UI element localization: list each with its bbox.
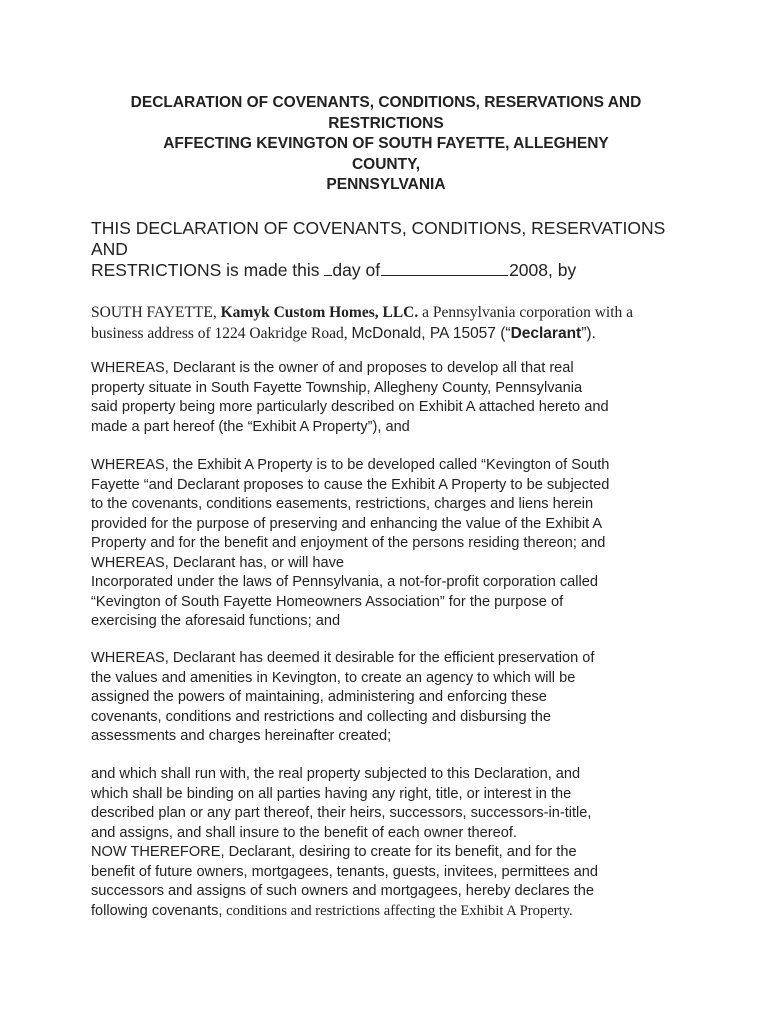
party-line: [91, 302, 691, 323]
para-line: covenants, conditions and restrictions and collecting and disbursing the: [91, 708, 551, 725]
para-line: the values and amenities in Kevington, to create an agency to which will be: [91, 669, 576, 686]
title-line: AFFECTING KEVINGTON OF SOUTH FAYETTE, ALLEGHENY: [163, 135, 609, 152]
whereas-paragraph-1: [91, 359, 691, 437]
whereas-paragraph-3: [91, 649, 691, 747]
para-text: conditions and restrictions affecting the Exhibit A Property.: [222, 902, 573, 919]
para-line: assessments and charges hereinafter created;: [91, 728, 392, 744]
party-line: [91, 323, 691, 344]
para-line: exercising the aforesaid functions; and: [91, 613, 341, 629]
para-line: assigned the powers of maintaining, administering and enforcing these: [91, 689, 547, 705]
para-line: described plan or any part thereof, their heirs, successors, successors-in-title,: [91, 805, 592, 821]
intro-paragraph: [91, 218, 691, 281]
party-text: business address of 1224 Oakridge Road,: [91, 325, 352, 342]
party-paragraph: [91, 302, 691, 344]
para-line: Fayette “and Declarant proposes to cause the Exhibit A Property to be subjected: [91, 476, 610, 493]
company-name: Kamyk Custom Homes, LLC.: [220, 304, 419, 321]
para-line: WHEREAS, the Exhibit A Property is to be developed called “Kevington of South: [91, 457, 610, 473]
para-line: WHEREAS, Declarant has deemed it desirable for the efficient preservation of: [91, 650, 595, 666]
month-blank[interactable]: [381, 261, 508, 276]
party-city: McDonald, PA 15057 (“: [351, 325, 511, 342]
whereas-paragraph-2: [91, 456, 691, 632]
para-line: WHEREAS, Declarant has, or will have: [91, 554, 345, 571]
intro-line: AND: [91, 239, 128, 259]
para-line: and assigns, and shall insure to the benefit of each owner thereof.: [91, 824, 517, 841]
party-text: ”).: [581, 325, 596, 342]
party-prefix: SOUTH FAYETTE,: [91, 304, 221, 321]
para-text: following covenants,: [91, 902, 223, 919]
para-line: and which shall run with, the real property subjected to this Declaration, and: [91, 766, 581, 782]
para-line: provided for the purpose of preserving and enhancing the value of the Exhibit A: [91, 515, 603, 532]
para-line: successors and assigns of such owners and mortgagees, hereby declares the: [91, 883, 594, 899]
declarant-term: Declarant: [510, 325, 582, 342]
para-line: “Kevington of South Fayette Homeowners Association” for the purpose of: [91, 593, 564, 610]
para-line: [91, 902, 691, 922]
title-line: DECLARATION OF COVENANTS, CONDITIONS, RESERVATIONS AND: [130, 94, 642, 111]
para-line: property situate in South Fayette Township, Allegheny County, Pennsylvania: [91, 379, 583, 396]
para-line: which shall be binding on all parties having any right, title, or interest in the: [91, 785, 572, 802]
para-line: said property being more particularly described on Exhibit A attached hereto and: [91, 399, 609, 415]
title-line: COUNTY,: [351, 155, 421, 173]
title-line: PENNSYLVANIA: [326, 176, 446, 193]
para-line: Incorporated under the laws of Pennsylvania, a not-for-profit corporation called: [91, 574, 599, 590]
para-line: made a part hereof (the “Exhibit A Property”), and: [91, 418, 410, 435]
para-line: to the covenants, conditions easements, restrictions, charges and liens herein: [91, 496, 594, 512]
para-line: WHEREAS, Declarant is the owner of and proposes to develop all that real: [91, 360, 574, 376]
title-line: RESTRICTIONS: [328, 114, 444, 132]
para-line: NOW THEREFORE, Declarant, desiring to create for its benefit, and for the: [91, 844, 577, 860]
para-line: benefit of future owners, mortgagees, tenants, guests, invitees, permittees and: [91, 863, 599, 880]
intro-line: [91, 260, 691, 281]
document-title: [80, 93, 692, 196]
final-paragraph: [91, 765, 691, 921]
intro-line: THIS DECLARATION OF COVENANTS, CONDITIONS, RESERVATIONS: [91, 218, 666, 238]
intro-text: 2008, by: [509, 260, 577, 280]
para-line: Property and for the benefit and enjoyment of the persons residing thereon; and: [91, 535, 606, 551]
party-text: a Pennsylvania corporation with a: [418, 304, 634, 321]
intro-text: day of: [332, 260, 381, 280]
intro-text: RESTRICTIONS is made this: [91, 260, 325, 280]
